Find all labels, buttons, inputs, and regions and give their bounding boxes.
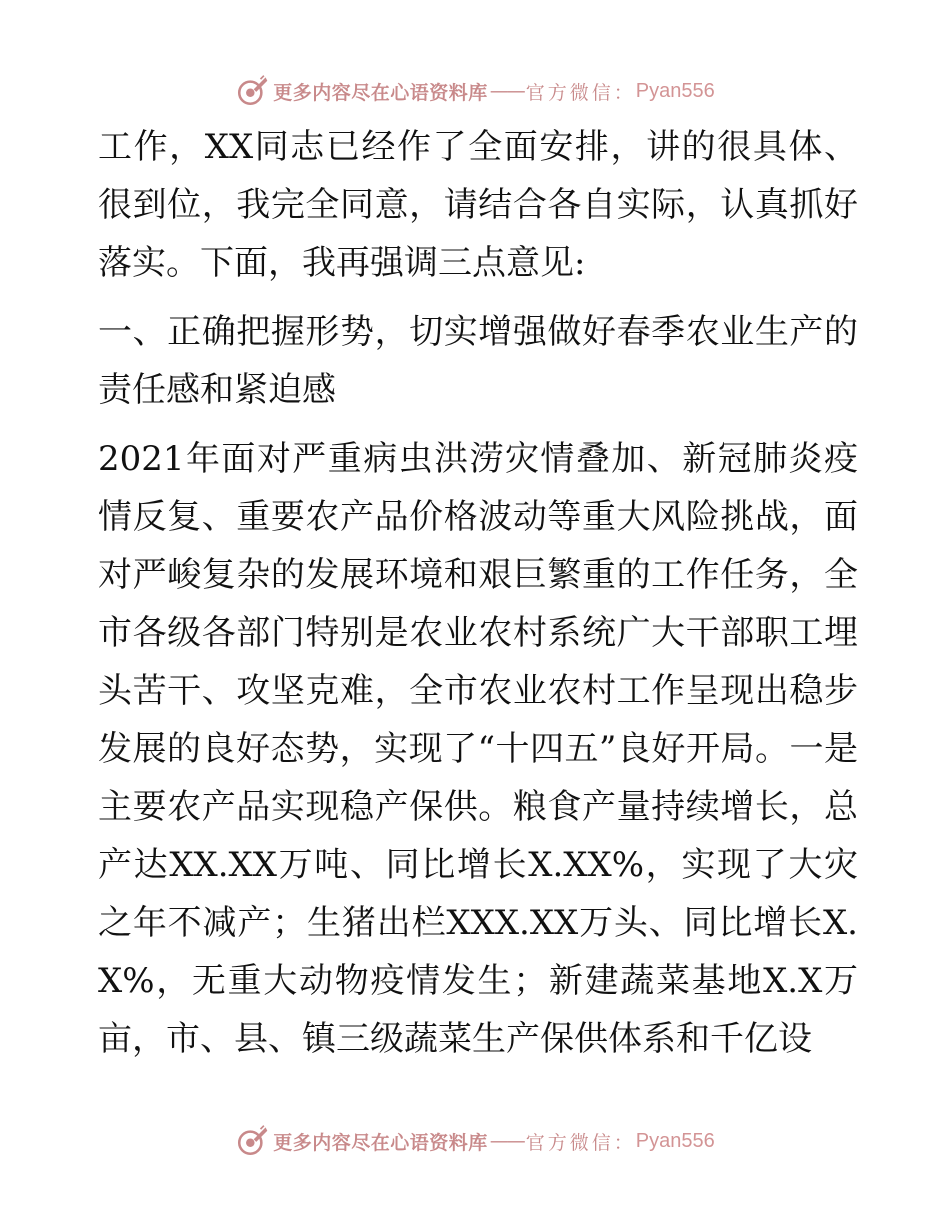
document-body	[98, 118, 858, 1079]
watermark-label: 官方微信：	[525, 81, 636, 104]
watermark-wechat-id: Pyan556	[635, 1129, 715, 1152]
watermark-separator: ——	[489, 80, 524, 102]
watermark-separator: ——	[489, 1130, 524, 1152]
watermark-brand: 更多内容尽在心语资料库	[273, 81, 488, 104]
footer-watermark	[0, 1121, 950, 1161]
paragraph: 工作，XX同志已经作了全面安排，讲的很具体、很到位，我完全同意，请结合各自实际，认真抓好落实。下面，我再强调三点意见:	[98, 127, 858, 283]
paragraph: 2021年面对严重病虫洪涝灾情叠加、新冠肺炎疫情反复、重要农产品价格波动等重大风险挑战，面对严峻复杂的发展环境和艰巨繁重的工作任务，全市各级各部门特别是农业农村系统广大干部职工埋头苦干、攻坚克难，全市农业农村工作呈现出稳步发展的良好态势，实现了“十四五”良好开局。一是主要农产品实现稳产保供。粮食产量持续增长，总产达XX.XX万吨、同比增长X.XX%，实现了大灾之年不减产；生猪出栏XXX.XX万头、同比增长X.X%，无重大动物疫情发生；新建蔬菜基地X.X万亩，市、县、镇三级蔬菜生产保供体系和千亿设	[98, 439, 858, 1059]
watermark-wechat-id: Pyan556	[635, 79, 715, 102]
header-watermark	[0, 71, 950, 111]
brand-logo-icon	[235, 1124, 269, 1158]
brand-logo-icon	[235, 74, 269, 108]
watermark-brand: 更多内容尽在心语资料库	[273, 1131, 488, 1154]
section-heading: 一、正确把握形势，切实增强做好春季农业生产的责任感和紧迫感	[98, 312, 858, 410]
watermark-label: 官方微信：	[525, 1131, 636, 1154]
